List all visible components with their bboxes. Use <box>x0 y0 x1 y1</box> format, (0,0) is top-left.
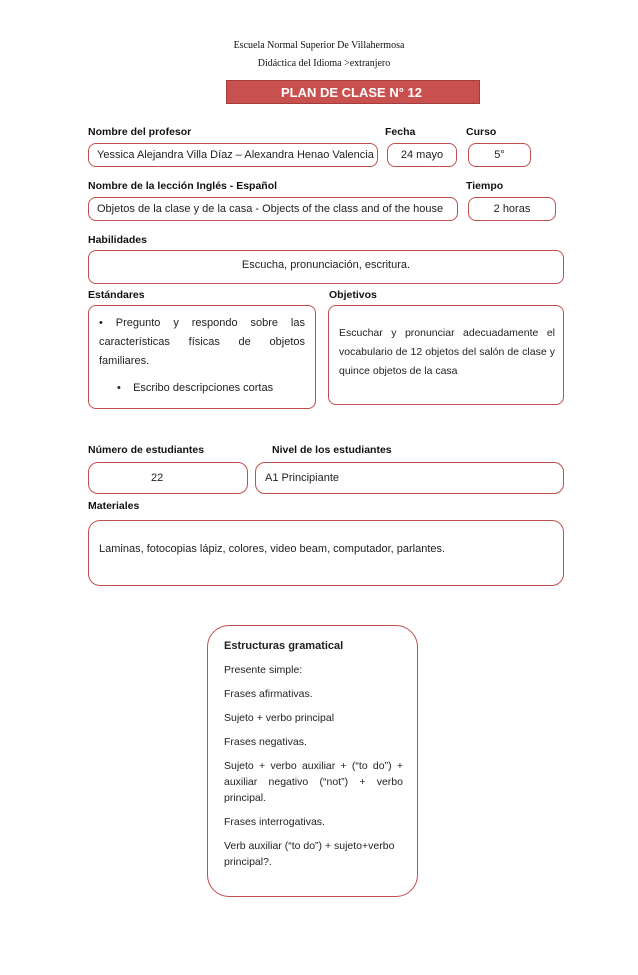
standards-field <box>88 305 316 409</box>
grammar-line-6: Frases interrogativas. <box>224 816 325 828</box>
standard-item-1-text: Pregunto y respondo sobre las características físicas de objetos familiares. <box>99 317 305 367</box>
time-value: 2 horas <box>493 203 531 215</box>
standard-item-1 <box>99 314 305 371</box>
grammar-line-4: Frases negativas. <box>224 736 307 748</box>
standard-item-2-text: Escribo descripciones cortas <box>133 382 274 394</box>
date-label: Fecha <box>385 126 416 138</box>
course-subtitle: Didáctica del Idioma >extranjero <box>257 58 391 69</box>
date-field <box>387 143 457 167</box>
objectives-label: Objetivos <box>329 289 377 301</box>
level-label: Nivel de los estudiantes <box>272 444 392 456</box>
materials-value: Laminas, fotocopias lápiz, colores, video beam, computador, parlantes. <box>99 543 446 555</box>
grammar-line-5: Sujeto + verbo auxiliar + (“to do”) + auxiliar negativo (“not”) + verbo principal. <box>224 760 403 804</box>
lesson-label: Nombre de la lección Inglés - Español <box>88 180 278 192</box>
standards-label: Estándares <box>88 289 145 301</box>
grammar-line-1: Presente simple: <box>224 664 303 676</box>
skills-label: Habilidades <box>88 234 147 246</box>
grammar-line-7: Verb auxiliar (“to do”) + sujeto+verbo principal?. <box>224 840 395 868</box>
grammar-box <box>207 625 418 897</box>
students-value: 22 <box>151 472 164 484</box>
standard-item-2 <box>99 379 305 398</box>
school-name: Escuela Normal Superior De Villahermosa <box>233 40 405 51</box>
grammar-line-2: Frases afirmativas. <box>224 688 313 700</box>
time-field <box>468 197 556 221</box>
course-label: Curso <box>466 126 497 138</box>
date-value: 24 mayo <box>400 149 444 161</box>
materials-field <box>88 520 564 586</box>
teacher-label: Nombre del profesor <box>88 126 192 138</box>
objectives-value: Escuchar y pronunciar adecuadamente el vocabulario de 12 objetos del salón de clase y quince objetos de la casa <box>339 327 555 377</box>
bullet-2: • <box>117 382 121 394</box>
students-field <box>88 462 248 494</box>
students-label: Número de estudiantes <box>88 444 205 456</box>
bullet-1: • <box>99 317 103 329</box>
level-value: A1 Principiante <box>265 472 339 484</box>
grammar-line-3: Sujeto + verbo principal <box>224 712 335 724</box>
teacher-value: Yessica Alejandra Villa Díaz – Alexandra Henao Valencia <box>97 149 374 161</box>
objectives-field <box>328 305 564 405</box>
time-label: Tiempo <box>466 180 504 192</box>
lesson-field <box>88 197 458 221</box>
course-field <box>468 143 531 167</box>
skills-value: Escucha, pronunciación, escritura. <box>241 259 411 271</box>
lesson-value: Objetos de la clase y de la casa - Objects of the class and of the house <box>97 203 444 215</box>
course-value: 5° <box>494 149 505 161</box>
level-field <box>255 462 564 494</box>
grammar-title: Estructuras gramatical <box>224 640 344 652</box>
plan-title: PLAN DE CLASE N° 12 <box>226 80 480 104</box>
skills-field <box>88 250 564 284</box>
teacher-field <box>88 143 378 167</box>
materials-label: Materiales <box>88 500 140 512</box>
